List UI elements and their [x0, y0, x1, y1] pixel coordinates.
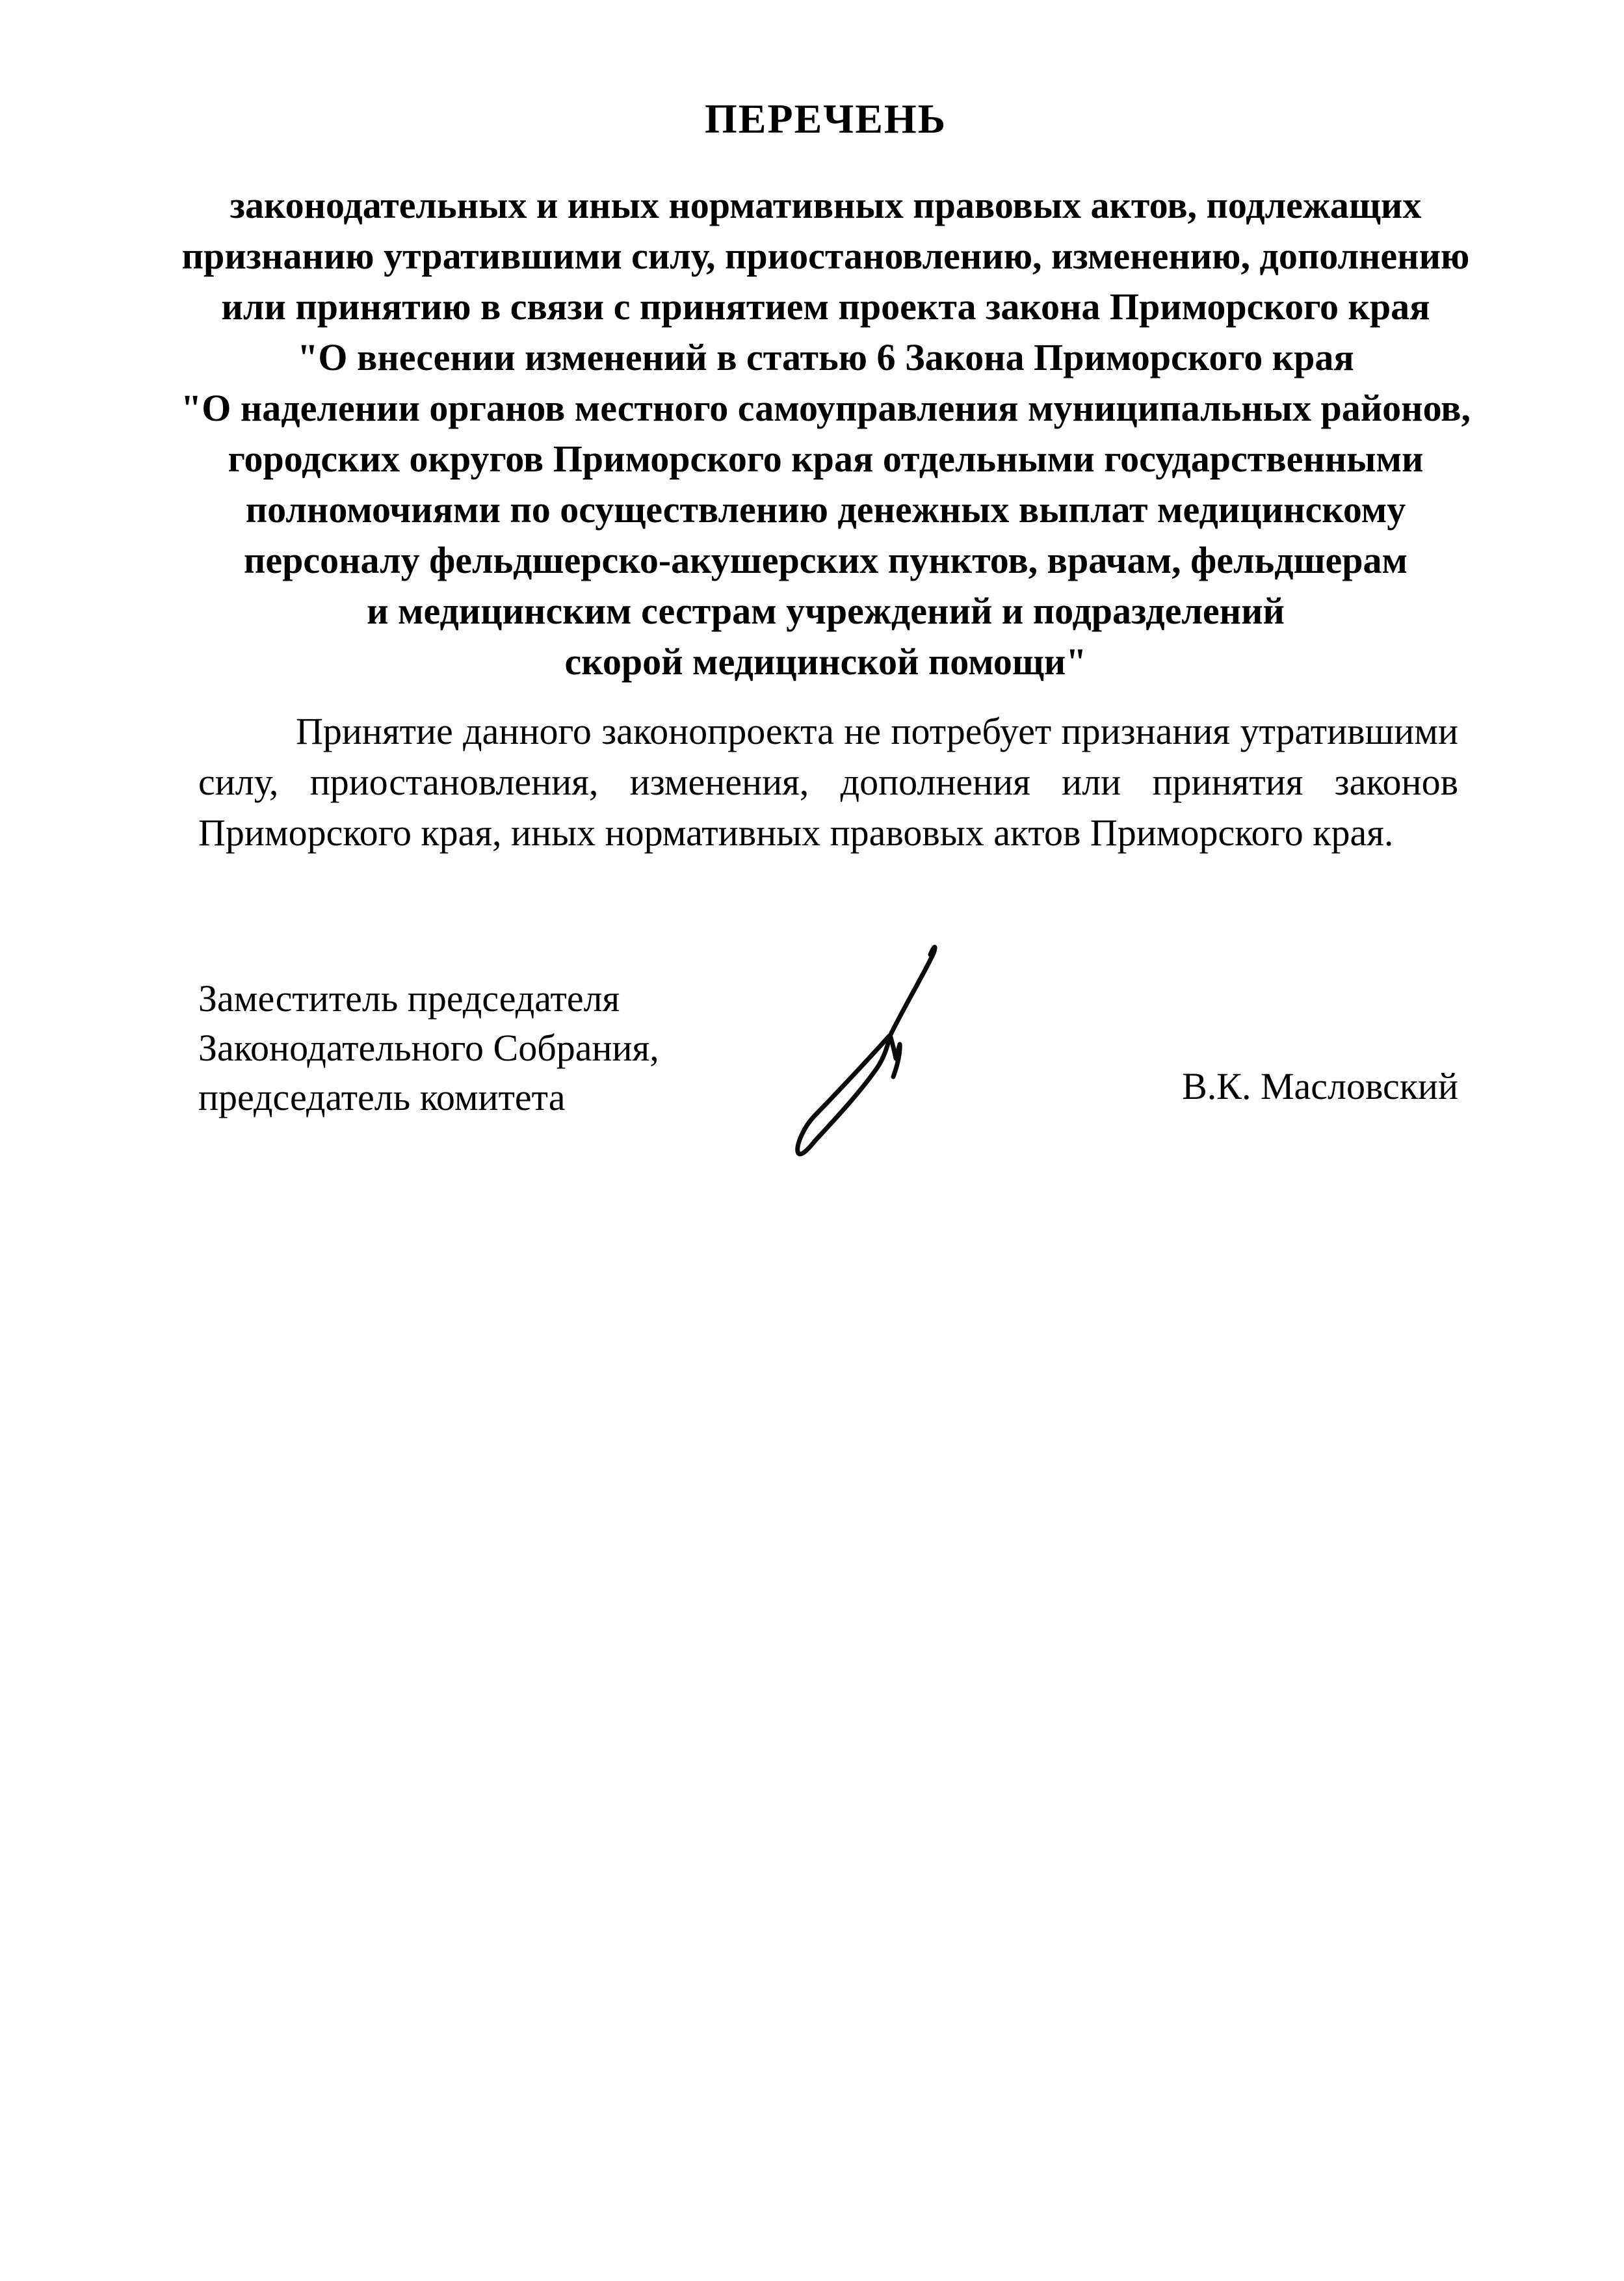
heading-line: "О наделении органов местного самоуправления муниципальных районов,: [181, 387, 1471, 429]
heading-line: или принятию в связи с принятием проекта закона Приморского края: [221, 285, 1430, 328]
heading-line: законодательных и иных нормативных правовых актов, подлежащих: [229, 184, 1422, 226]
heading-block: [176, 180, 1476, 687]
signature-role-line: председатель комитета: [198, 1076, 566, 1118]
signature-role-block: [198, 974, 659, 1122]
heading-line: скорой медицинской помощи": [564, 640, 1087, 683]
heading-line: полномочиями по осуществлению денежных выплат медицинскому: [245, 488, 1406, 531]
paragraph-line: Принятие данного законопроекта не потребует признания утратившими: [296, 710, 1458, 752]
heading-line: признанию утратившими силу, приостановлению, изменению, дополнению: [181, 235, 1470, 277]
paragraph-line: силу, приостановления, изменения, дополнения или принятия законов: [198, 761, 1458, 803]
signatory-name: В.К. Масловский: [1182, 1065, 1458, 1107]
handwritten-signature-mark: [767, 930, 975, 1177]
heading-line: и медицинским сестрам учреждений и подразделений: [367, 590, 1285, 632]
document-title: ПЕРЕЧЕНЬ: [705, 96, 947, 142]
heading-line: городских округов Приморского края отдельными государственными: [228, 438, 1424, 480]
heading-line: персоналу фельдшерско-акушерских пунктов, врачам, фельдшерам: [243, 539, 1408, 581]
paragraph-line: Приморского края, иных нормативных правовых актов Приморского края.: [198, 811, 1394, 854]
body-paragraph: [198, 706, 1458, 858]
signature-role-line: Законодательного Собрания,: [198, 1027, 659, 1069]
heading-line: "О внесении изменений в статью 6 Закона Приморского края: [297, 336, 1354, 378]
signature-role-line: Заместитель председателя: [198, 977, 620, 1020]
